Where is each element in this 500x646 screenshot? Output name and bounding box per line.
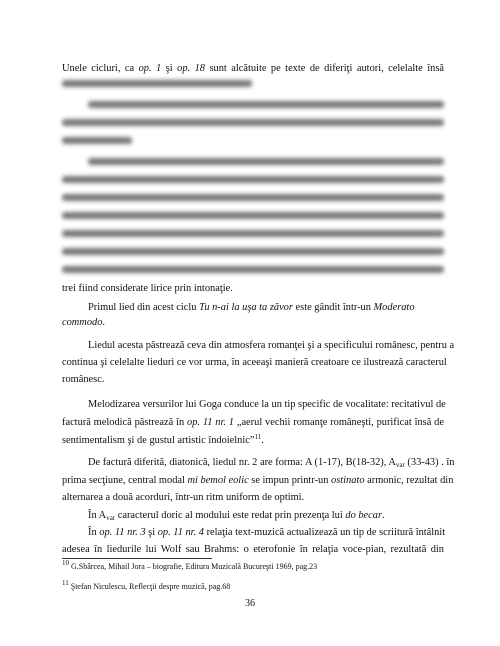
text-span: armonic, rezultat din bbox=[364, 475, 454, 486]
text-span: caracterul doric al modului este redat prin prezenţa lui bbox=[115, 510, 346, 521]
footnote-number: 11 bbox=[62, 579, 69, 587]
text-span: continua şi celelalte lieduri ce vor urma, în aceeaşi manieră creatoare ce ilustrează caracterul bbox=[62, 357, 447, 368]
text-span: Moderato bbox=[373, 302, 415, 313]
paragraph-line bbox=[62, 316, 444, 329]
footnote-separator bbox=[62, 558, 212, 559]
text-span: alternarea a două acorduri, într-un ritm uniform de optimi. bbox=[62, 492, 305, 503]
paragraph-line bbox=[62, 416, 444, 429]
text-span: factură melodică păstrează în bbox=[62, 417, 187, 428]
text-span: Melodizarea versurilor lui Goga conduce la un tip specific de vocalitate: recitativul de bbox=[88, 399, 446, 410]
text-span: . bbox=[261, 435, 264, 446]
footnote-text: G.Sbârcea, Mihail Jora – biografie, Editura Muzicală Bucureşti 1969, pag.23 bbox=[69, 562, 318, 571]
text-span: op. 1 bbox=[138, 63, 162, 74]
paragraph-line bbox=[62, 373, 444, 386]
paragraph-line bbox=[62, 543, 444, 556]
paragraph-line bbox=[88, 456, 455, 469]
text-span: În bbox=[88, 527, 100, 538]
paragraph-line bbox=[88, 526, 444, 539]
text-span: românesc. bbox=[62, 374, 105, 385]
text-span: commodo bbox=[62, 317, 103, 328]
footnote-number: 10 bbox=[62, 559, 69, 567]
text-span: . bbox=[102, 317, 106, 328]
paragraph-line bbox=[62, 474, 454, 487]
paragraph-line bbox=[62, 282, 444, 295]
text-span: sentimentalism şi de gustul artistic îndoielnic” bbox=[62, 435, 255, 446]
text-span: op. 11 nr. 1 bbox=[187, 417, 234, 428]
paragraph-line bbox=[88, 398, 444, 411]
text-span: Liedul acesta păstrează ceva din atmosfera romanţei şi a specificului românesc, pentru a bbox=[88, 340, 455, 351]
text-span: şi bbox=[145, 527, 158, 538]
paragraph-line bbox=[88, 509, 444, 522]
paragraph-line bbox=[88, 339, 455, 352]
footnote bbox=[62, 559, 318, 572]
paragraph-line bbox=[62, 434, 444, 447]
text-span: op. 18 bbox=[177, 63, 205, 74]
text-span: op. 11 nr. 3 bbox=[99, 527, 146, 538]
text-span: „aerul vechii romanţe româneşti, purificat însă de bbox=[234, 417, 444, 428]
text-span: Primul lied din acest ciclu bbox=[88, 302, 200, 313]
text-span: mi bemol eolic bbox=[187, 475, 249, 486]
paragraph-line bbox=[88, 301, 444, 314]
text-span: (33-43) . în bbox=[404, 457, 455, 468]
footnote bbox=[62, 579, 231, 592]
text-span: Unele cicluri, ca bbox=[62, 63, 139, 74]
text-span: relaţia text-muzică actualizează un tip de scriitură întâlnit bbox=[203, 527, 446, 538]
footnote-ref: 11 bbox=[254, 433, 262, 441]
text-span: prima secţiune, central modal bbox=[62, 475, 188, 486]
page-number: 36 bbox=[245, 598, 255, 609]
text-span: ostinato bbox=[331, 475, 365, 486]
subscript: var bbox=[395, 461, 405, 469]
text-span: . bbox=[382, 510, 385, 521]
text-span: Tu n-ai la uşa ta zăvor bbox=[199, 302, 293, 313]
text-span: În A bbox=[88, 510, 107, 521]
text-span: se impun printr-un bbox=[248, 475, 332, 486]
text-span: este gândit într-un bbox=[292, 302, 374, 313]
paragraph-line bbox=[62, 491, 444, 504]
text-span: op. 11 nr. 4 bbox=[157, 527, 204, 538]
text-span: De factură diferită, diatonică, liedul nr. 2 are forma: A (1-17), B(18-32), A bbox=[88, 457, 396, 468]
text-span: do becar bbox=[345, 510, 383, 521]
footnote-text: Ştefan Niculescu, Reflecţii despre muzică, pag.68 bbox=[68, 582, 231, 591]
text-span: trei fiind considerate lirice prin intonaţie. bbox=[62, 283, 233, 294]
paragraph-line bbox=[62, 356, 447, 369]
text-span: adesea în liedurile lui Wolf sau Brahms: o eterofonie în relaţia voce-pian, rezultată din bbox=[62, 544, 444, 555]
paragraph-line bbox=[62, 62, 444, 75]
text-span: şi bbox=[161, 63, 178, 74]
text-span: sunt alcătuite pe texte de diferiţi autori, celelalte însă bbox=[204, 63, 444, 74]
subscript: var bbox=[106, 514, 116, 522]
